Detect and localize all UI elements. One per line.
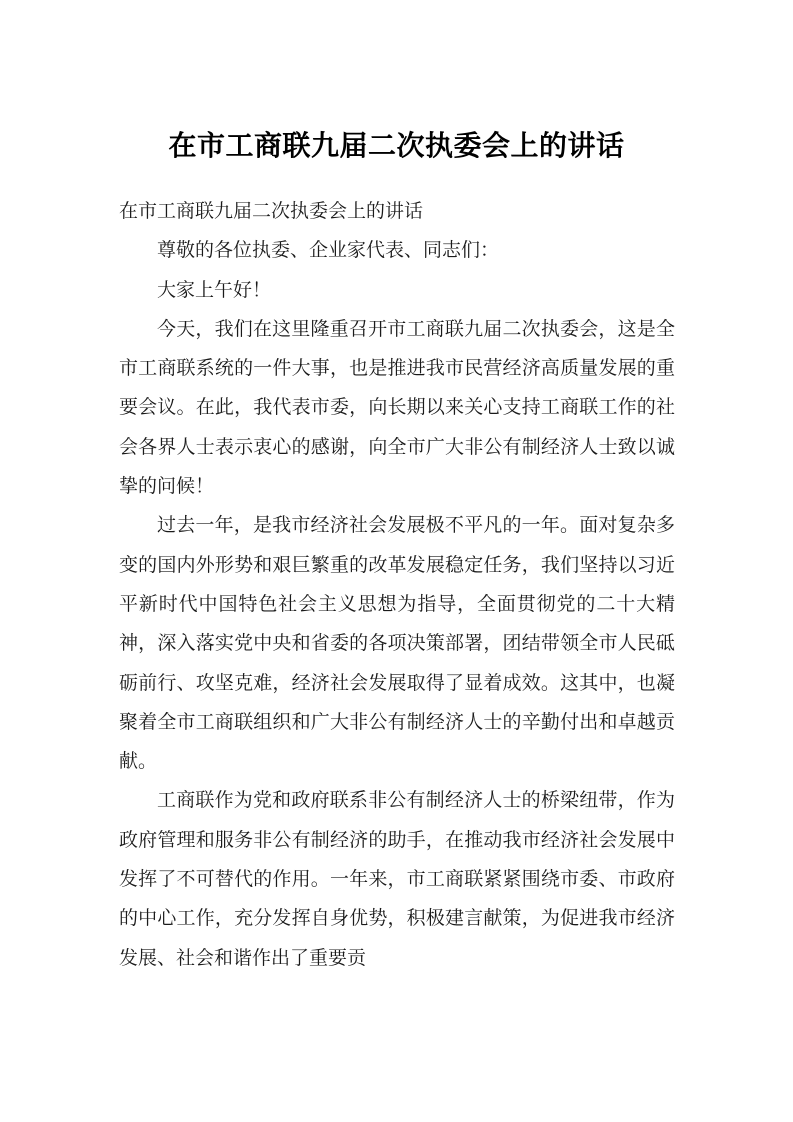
body-heading-line: 在市工商联九届二次执委会上的讲话: [119, 200, 424, 222]
document-body: [119, 192, 675, 978]
body-paragraph: 工商联作为党和政府联系非公有制经济人士的桥梁纽带，作为政府管理和服务非公有制经济的助手，在推动我市经济社会发展中发挥了不可替代的作用。一年来，市工商联紧紧围绕市委、市政府的中心工作，充分发挥自身优势，积极建言献策，为促进我市经济发展、社会和谐作出了重要贡: [119, 789, 675, 969]
greeting-paragraph: 大家上午好！: [157, 278, 272, 301]
salutation-paragraph: 尊敬的各位执委、企业家代表、同志们：: [157, 239, 500, 262]
document-title: 在市工商联九届二次执委会上的讲话: [168, 129, 625, 162]
body-paragraph: 过去一年，是我市经济社会发展极不平凡的一年。面对复杂多变的国内外形势和艰巨繁重的改革发展稳定任务，我们坚持以习近平新时代中国特色社会主义思想为指导，全面贯彻党的二十大精神，深入落实党中央和省委的各项决策部署，团结带领全市人民砥砺前行、攻坚克难，经济社会发展取得了显着成效。这其中，也凝聚着全市工商联组织和广大非公有制经济人士的辛勤付出和卓越贡献。: [119, 514, 675, 773]
body-paragraph: 今天，我们在这里隆重召开市工商联九届二次执委会，这是全市工商联系统的一件大事，也是推进我市民营经济高质量发展的重要会议。在此，我代表市委，向长期以来关心支持工商联工作的社会各界人士表示衷心的感谢，向全市广大非公有制经济人士致以诚挚的问候！: [119, 317, 675, 498]
